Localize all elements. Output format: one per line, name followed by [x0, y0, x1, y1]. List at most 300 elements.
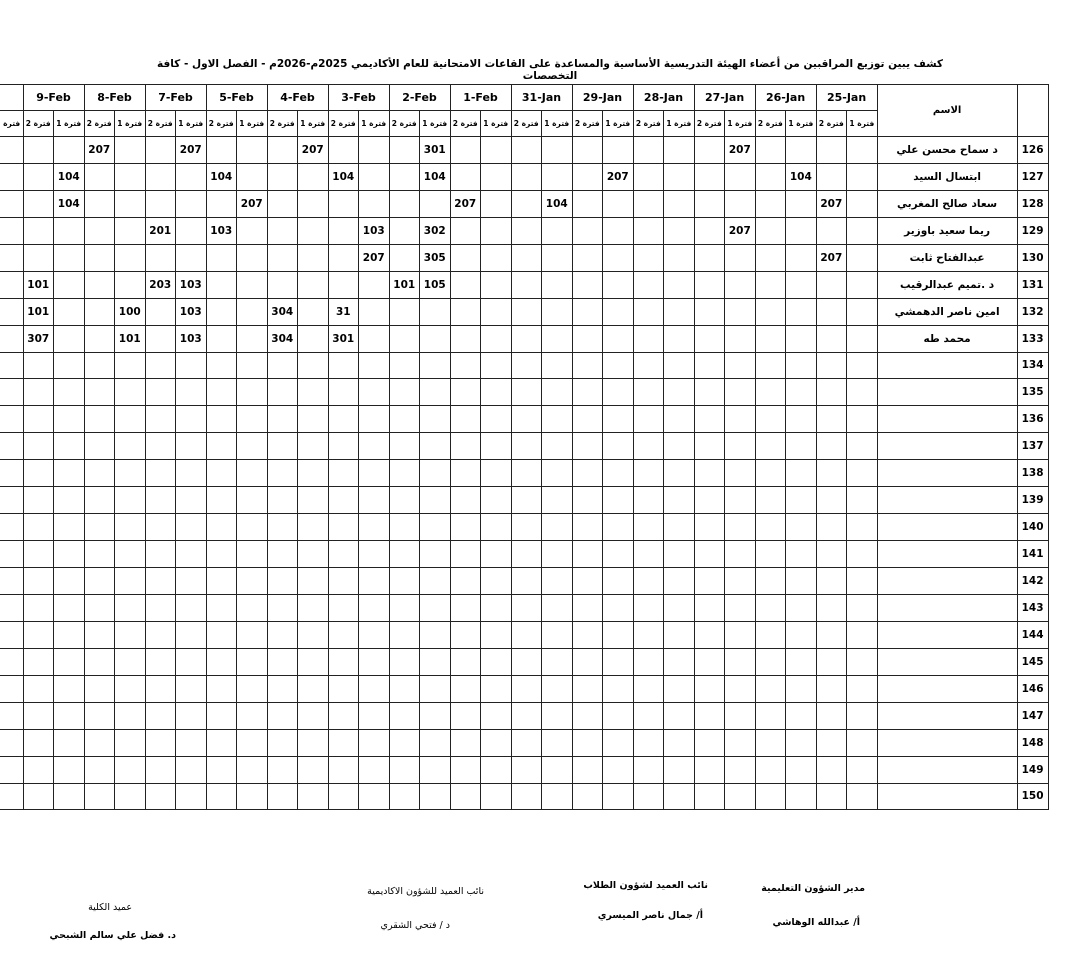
room-cell [84, 783, 115, 810]
room-cell [725, 190, 756, 217]
room-cell [542, 756, 573, 783]
room-cell [23, 217, 54, 244]
room-cell [694, 352, 725, 379]
room-cell [847, 621, 878, 648]
room-cell [84, 514, 115, 541]
room-cell [755, 460, 786, 487]
room-cell: 101 [23, 298, 54, 325]
room-cell [0, 675, 23, 702]
room-cell [481, 729, 512, 756]
date-header: 3-Feb [328, 85, 389, 111]
room-cell [694, 190, 725, 217]
room-cell [176, 594, 207, 621]
room-cell [84, 379, 115, 406]
room-cell [420, 190, 451, 217]
room-cell [481, 783, 512, 810]
room-cell [389, 541, 420, 568]
room-cell [847, 406, 878, 433]
room-cell [786, 433, 817, 460]
room-cell [725, 460, 756, 487]
proctor-name-cell [877, 729, 1017, 756]
slot-header: فترة 1 [664, 111, 695, 137]
date-header-row [0, 85, 1048, 111]
room-cell [328, 487, 359, 514]
room-cell [0, 379, 23, 406]
room-cell [603, 702, 634, 729]
room-cell [267, 756, 298, 783]
room-cell [23, 675, 54, 702]
room-cell [786, 702, 817, 729]
room-cell [694, 568, 725, 595]
room-cell [23, 594, 54, 621]
room-cell [481, 675, 512, 702]
room-cell [786, 217, 817, 244]
room-cell [481, 298, 512, 325]
room-cell [145, 379, 176, 406]
room-cell [450, 594, 481, 621]
proctor-name-cell [877, 514, 1017, 541]
room-cell [511, 756, 542, 783]
room-cell: 207 [816, 244, 847, 271]
room-cell [511, 325, 542, 352]
room-cell [115, 541, 146, 568]
room-cell [511, 487, 542, 514]
room-cell [23, 621, 54, 648]
room-cell [816, 729, 847, 756]
room-cell [664, 190, 695, 217]
table-row [0, 460, 1048, 487]
room-cell [359, 379, 390, 406]
row-number-cell: 141 [1017, 541, 1048, 568]
room-cell [664, 379, 695, 406]
table-row [0, 190, 1048, 217]
room-cell [145, 675, 176, 702]
room-cell: 105 [420, 271, 451, 298]
room-cell [84, 541, 115, 568]
room-cell [115, 702, 146, 729]
room-cell [755, 783, 786, 810]
room-cell [847, 756, 878, 783]
room-cell [0, 568, 23, 595]
room-cell [389, 190, 420, 217]
room-cell [176, 406, 207, 433]
room-cell [633, 621, 664, 648]
room-cell [23, 568, 54, 595]
room-cell [145, 783, 176, 810]
room-cell [176, 783, 207, 810]
room-cell [755, 406, 786, 433]
room-cell [206, 675, 237, 702]
room-cell [755, 568, 786, 595]
room-cell [145, 244, 176, 271]
name-column-header: الاسم [877, 85, 1017, 137]
room-cell [847, 217, 878, 244]
row-number-cell: 148 [1017, 729, 1048, 756]
slot-header: فترة 2 [267, 111, 298, 137]
room-cell [481, 190, 512, 217]
proctor-name-cell [877, 621, 1017, 648]
row-number-cell: 147 [1017, 702, 1048, 729]
room-cell [847, 244, 878, 271]
room-cell [786, 325, 817, 352]
room-cell [23, 244, 54, 271]
room-cell [542, 783, 573, 810]
room-cell [84, 190, 115, 217]
table-row [0, 648, 1048, 675]
room-cell [572, 621, 603, 648]
room-cell [0, 433, 23, 460]
room-cell [420, 433, 451, 460]
room-cell [603, 621, 634, 648]
room-cell [786, 783, 817, 810]
room-cell [542, 271, 573, 298]
room-cell [511, 648, 542, 675]
room-cell [328, 379, 359, 406]
room-cell [206, 514, 237, 541]
row-number-cell: 145 [1017, 648, 1048, 675]
room-cell [450, 621, 481, 648]
date-header: 2-Feb [389, 85, 450, 111]
room-cell [572, 163, 603, 190]
room-cell [450, 783, 481, 810]
room-cell [54, 406, 85, 433]
room-cell [115, 137, 146, 164]
room-cell [786, 568, 817, 595]
room-cell [816, 514, 847, 541]
room-cell [694, 648, 725, 675]
room-cell [420, 406, 451, 433]
room-cell [237, 433, 268, 460]
room-cell [115, 568, 146, 595]
room-cell [694, 621, 725, 648]
room-cell [145, 352, 176, 379]
proctor-name-cell: سعاد صالح المغربي [877, 190, 1017, 217]
room-cell [603, 756, 634, 783]
room-cell [206, 379, 237, 406]
room-cell [267, 783, 298, 810]
room-cell [755, 514, 786, 541]
room-cell [206, 460, 237, 487]
room-cell [359, 621, 390, 648]
room-cell [725, 729, 756, 756]
room-cell [572, 433, 603, 460]
room-cell [298, 648, 329, 675]
room-cell [359, 137, 390, 164]
row-number-cell: 128 [1017, 190, 1048, 217]
proctor-name-cell: محمد طه [877, 325, 1017, 352]
date-header: 28-Jan [633, 85, 694, 111]
date-header: 1-Feb [450, 85, 511, 111]
room-cell [542, 702, 573, 729]
proctor-name-cell [877, 352, 1017, 379]
room-cell [145, 621, 176, 648]
room-cell [572, 487, 603, 514]
room-cell [145, 648, 176, 675]
room-cell [511, 406, 542, 433]
room-cell [267, 244, 298, 271]
room-cell [755, 756, 786, 783]
room-cell [633, 514, 664, 541]
room-cell [420, 648, 451, 675]
room-cell [694, 460, 725, 487]
room-cell: 305 [420, 244, 451, 271]
room-cell [328, 621, 359, 648]
room-cell [603, 190, 634, 217]
date-header: 29-Jan [572, 85, 633, 111]
room-cell [450, 379, 481, 406]
room-cell [54, 352, 85, 379]
room-cell [328, 137, 359, 164]
room-cell [389, 244, 420, 271]
table-row [0, 621, 1048, 648]
room-cell [572, 541, 603, 568]
room-cell [389, 325, 420, 352]
room-cell [572, 568, 603, 595]
room-cell [237, 298, 268, 325]
proctor-name-cell: عبدالفتاح ثابت [877, 244, 1017, 271]
room-cell [450, 244, 481, 271]
director-academic-affairs-title: مدير الشؤون التعليمية [761, 883, 865, 894]
room-cell [359, 729, 390, 756]
room-cell [389, 352, 420, 379]
room-cell [511, 594, 542, 621]
room-cell [755, 352, 786, 379]
room-cell [298, 594, 329, 621]
room-cell [145, 514, 176, 541]
room-cell: 103 [176, 298, 207, 325]
room-cell: 101 [23, 271, 54, 298]
room-cell [23, 379, 54, 406]
room-cell [389, 648, 420, 675]
room-cell [0, 783, 23, 810]
room-cell [84, 756, 115, 783]
room-cell [0, 756, 23, 783]
room-cell [755, 541, 786, 568]
room-cell [389, 487, 420, 514]
room-cell [328, 783, 359, 810]
room-cell [847, 514, 878, 541]
room-cell [206, 783, 237, 810]
room-cell [389, 729, 420, 756]
room-cell [145, 541, 176, 568]
room-cell [664, 568, 695, 595]
room-cell [54, 460, 85, 487]
row-number-cell: 134 [1017, 352, 1048, 379]
room-cell [176, 433, 207, 460]
room-cell [694, 729, 725, 756]
room-cell [298, 675, 329, 702]
room-cell [176, 621, 207, 648]
room-cell [176, 729, 207, 756]
row-number-cell: 126 [1017, 137, 1048, 164]
room-cell [267, 702, 298, 729]
room-cell [237, 217, 268, 244]
room-cell [389, 675, 420, 702]
proctor-name-cell: ابتسال السيد [877, 163, 1017, 190]
room-cell [359, 514, 390, 541]
room-cell [786, 190, 817, 217]
room-cell [450, 325, 481, 352]
proctor-name-cell [877, 487, 1017, 514]
room-cell [267, 568, 298, 595]
room-cell: 104 [786, 163, 817, 190]
room-cell [725, 514, 756, 541]
room-cell [359, 675, 390, 702]
slot-header: فترة 2 [633, 111, 664, 137]
room-cell [481, 433, 512, 460]
room-cell [145, 568, 176, 595]
room-cell [816, 648, 847, 675]
page-title: كشف يبين توزيع المراقبين من أعضاء الهيئة التدريسية الأساسية والمساعدة على القاعات الامتحانية للعام الأكاديمي 2025م-2026م - الفصل الاول - كافة التخصصات [157, 58, 943, 82]
room-cell [206, 621, 237, 648]
slot-header: فترة 2 [755, 111, 786, 137]
room-cell [542, 406, 573, 433]
room-cell [54, 514, 85, 541]
room-cell [664, 783, 695, 810]
room-cell [633, 702, 664, 729]
room-cell [298, 325, 329, 352]
room-cell [633, 487, 664, 514]
room-cell [84, 702, 115, 729]
slot-header: فترة 1 [603, 111, 634, 137]
room-cell [511, 675, 542, 702]
proctor-schedule-table [0, 84, 1049, 810]
room-cell [206, 487, 237, 514]
slot-header: فترة 1 [176, 111, 207, 137]
room-cell [176, 568, 207, 595]
room-cell [847, 702, 878, 729]
room-cell [298, 568, 329, 595]
room-cell [481, 325, 512, 352]
proctor-name-cell [877, 541, 1017, 568]
table-row [0, 594, 1048, 621]
room-cell [847, 783, 878, 810]
room-cell [145, 406, 176, 433]
room-cell [786, 648, 817, 675]
room-cell [542, 487, 573, 514]
room-cell [115, 756, 146, 783]
room-cell [725, 594, 756, 621]
proctor-name-cell [877, 460, 1017, 487]
room-cell [389, 460, 420, 487]
room-cell [633, 675, 664, 702]
room-cell [298, 379, 329, 406]
room-cell [267, 460, 298, 487]
room-cell [84, 325, 115, 352]
table-row [0, 379, 1048, 406]
room-cell [603, 648, 634, 675]
room-cell [0, 244, 23, 271]
room-cell [511, 298, 542, 325]
room-cell [420, 783, 451, 810]
room-cell [298, 271, 329, 298]
row-number-cell: 138 [1017, 460, 1048, 487]
room-cell [389, 406, 420, 433]
room-cell [0, 460, 23, 487]
room-cell [145, 325, 176, 352]
room-cell [755, 217, 786, 244]
room-cell: 104 [420, 163, 451, 190]
room-cell [84, 298, 115, 325]
room-cell [633, 406, 664, 433]
room-cell [359, 163, 390, 190]
room-cell [816, 541, 847, 568]
room-cell [84, 433, 115, 460]
room-cell [145, 460, 176, 487]
slot-header: فترة 1 [786, 111, 817, 137]
room-cell [481, 487, 512, 514]
room-cell [54, 379, 85, 406]
room-cell [359, 460, 390, 487]
room-cell [694, 325, 725, 352]
room-cell [389, 783, 420, 810]
room-cell [542, 298, 573, 325]
room-cell [511, 514, 542, 541]
room-cell: 101 [389, 271, 420, 298]
row-number-cell: 144 [1017, 621, 1048, 648]
room-cell [267, 621, 298, 648]
room-cell [298, 217, 329, 244]
room-cell [572, 648, 603, 675]
room-cell [389, 217, 420, 244]
room-cell [603, 729, 634, 756]
room-cell [115, 729, 146, 756]
proctor-name-cell [877, 568, 1017, 595]
room-cell [176, 702, 207, 729]
proctor-name-cell: د .تميم عبدالرقيب [877, 271, 1017, 298]
room-cell [694, 541, 725, 568]
room-cell [755, 298, 786, 325]
room-cell [328, 244, 359, 271]
room-cell [115, 163, 146, 190]
proctor-name-cell [877, 406, 1017, 433]
room-cell [359, 433, 390, 460]
room-cell [755, 379, 786, 406]
room-cell [816, 271, 847, 298]
room-cell [0, 406, 23, 433]
room-cell [23, 163, 54, 190]
room-cell [542, 514, 573, 541]
room-cell [603, 379, 634, 406]
room-cell [420, 756, 451, 783]
room-cell: 31 [328, 298, 359, 325]
room-cell [603, 460, 634, 487]
room-cell [633, 137, 664, 164]
room-cell [847, 594, 878, 621]
room-cell [786, 298, 817, 325]
slot-header: فترة 1 [298, 111, 329, 137]
room-cell [0, 190, 23, 217]
room-cell [664, 163, 695, 190]
room-cell [542, 163, 573, 190]
room-cell [359, 648, 390, 675]
date-header-partial [0, 85, 23, 111]
room-cell [481, 217, 512, 244]
room-cell [84, 244, 115, 271]
room-cell [0, 594, 23, 621]
room-cell [206, 541, 237, 568]
room-cell: 103 [359, 217, 390, 244]
slot-header: فترة [0, 111, 23, 137]
room-cell [481, 541, 512, 568]
room-cell [176, 190, 207, 217]
room-cell [450, 163, 481, 190]
room-cell [389, 702, 420, 729]
room-cell [542, 137, 573, 164]
room-cell [420, 675, 451, 702]
room-cell [664, 594, 695, 621]
slot-header: فترة 2 [694, 111, 725, 137]
